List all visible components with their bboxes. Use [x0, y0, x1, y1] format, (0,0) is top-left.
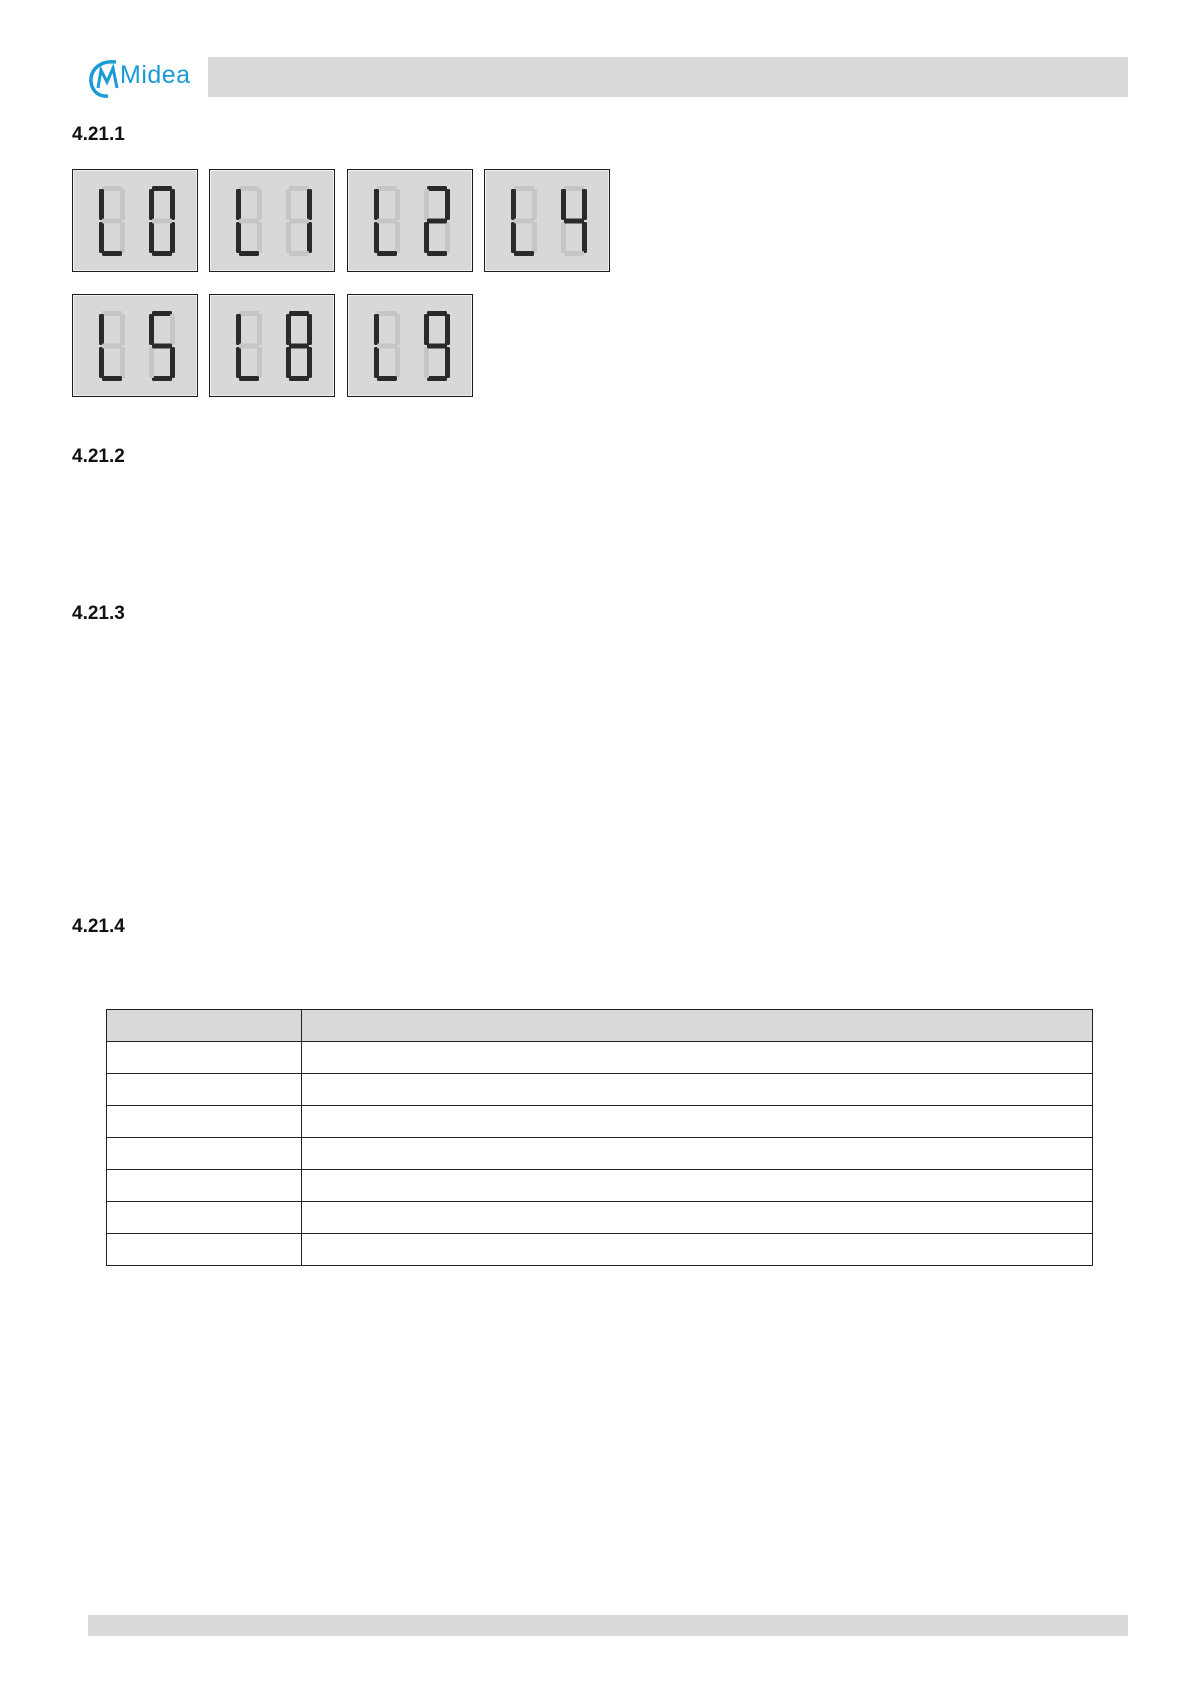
table-row	[107, 1138, 1093, 1170]
table-header-row	[107, 1010, 1093, 1042]
segment-f	[374, 314, 379, 345]
segment-d	[102, 251, 122, 256]
segment-digit	[99, 186, 125, 256]
section-heading-4-21-2: 4.21.2	[72, 446, 125, 467]
table-cell	[302, 1138, 1093, 1170]
segment-f	[561, 189, 566, 220]
segment-a	[102, 311, 122, 316]
table-cell	[107, 1234, 302, 1266]
lcd-digits	[485, 170, 611, 273]
table-cell	[107, 1202, 302, 1234]
table-row	[107, 1042, 1093, 1074]
segment-e	[149, 347, 154, 378]
segment-d	[152, 376, 172, 381]
lcd-digits	[348, 295, 474, 398]
lcd-digits	[210, 295, 336, 398]
table-cell	[302, 1234, 1093, 1266]
segment-digit	[424, 186, 450, 256]
segment-digit	[374, 311, 400, 381]
table-cell	[107, 1074, 302, 1106]
footer-bar	[88, 1615, 1128, 1636]
segment-b	[395, 189, 400, 220]
segment-g	[514, 219, 534, 224]
segment-d	[377, 376, 397, 381]
segment-c	[120, 222, 125, 253]
segment-digit	[99, 311, 125, 381]
segment-digit	[236, 311, 262, 381]
segment-e	[561, 222, 566, 253]
segment-a	[514, 186, 534, 191]
segment-c	[445, 222, 450, 253]
segment-e	[424, 222, 429, 253]
segment-digit	[511, 186, 537, 256]
segment-digit	[286, 311, 312, 381]
segment-digit	[424, 311, 450, 381]
table-cell	[302, 1042, 1093, 1074]
segment-e	[99, 222, 104, 253]
table-cell	[302, 1202, 1093, 1234]
segment-g	[239, 219, 259, 224]
segment-e	[99, 347, 104, 378]
logo-wordmark: Midea	[120, 61, 191, 89]
segment-b	[395, 314, 400, 345]
display-code-l0	[72, 169, 198, 272]
segment-g	[377, 219, 397, 224]
segment-a	[564, 186, 584, 191]
table-cell	[107, 1042, 302, 1074]
segment-c	[445, 347, 450, 378]
segment-d	[377, 251, 397, 256]
header-bar	[208, 57, 1128, 97]
segment-f	[236, 314, 241, 345]
segment-c	[257, 222, 262, 253]
segment-b	[257, 189, 262, 220]
segment-d	[152, 251, 172, 256]
table-cell	[107, 1170, 302, 1202]
segment-f	[99, 189, 104, 220]
table-row	[107, 1074, 1093, 1106]
segment-a	[152, 186, 172, 191]
segment-b	[170, 314, 175, 345]
segment-digit	[149, 311, 175, 381]
segment-d	[427, 251, 447, 256]
table-cell	[302, 1170, 1093, 1202]
segment-f	[286, 314, 291, 345]
segment-g	[102, 219, 122, 224]
segment-f	[99, 314, 104, 345]
segment-f	[424, 314, 429, 345]
segment-d	[289, 251, 309, 256]
table-cell	[107, 1106, 302, 1138]
table-cell	[107, 1138, 302, 1170]
segment-e	[286, 347, 291, 378]
segment-f	[424, 189, 429, 220]
segment-c	[170, 347, 175, 378]
display-code-l9	[347, 294, 473, 397]
segment-g	[289, 219, 309, 224]
segment-e	[374, 222, 379, 253]
segment-g	[427, 219, 447, 224]
segment-b	[307, 189, 312, 220]
segment-c	[170, 222, 175, 253]
segment-d	[564, 251, 584, 256]
section-heading-4-21-1: 4.21.1	[72, 124, 125, 145]
segment-a	[377, 311, 397, 316]
display-code-l1	[209, 169, 335, 272]
segment-a	[102, 186, 122, 191]
segment-b	[582, 189, 587, 220]
table-cell	[302, 1074, 1093, 1106]
segment-g	[377, 344, 397, 349]
segment-g	[239, 344, 259, 349]
segment-e	[511, 222, 516, 253]
segment-c	[307, 222, 312, 253]
table-row	[107, 1202, 1093, 1234]
segment-a	[239, 186, 259, 191]
segment-g	[152, 344, 172, 349]
segment-b	[120, 189, 125, 220]
lcd-digits	[210, 170, 336, 273]
segment-c	[395, 347, 400, 378]
segment-a	[152, 311, 172, 316]
segment-b	[307, 314, 312, 345]
segment-b	[120, 314, 125, 345]
segment-d	[102, 376, 122, 381]
display-code-l4	[484, 169, 610, 272]
segment-a	[239, 311, 259, 316]
segment-digit	[374, 186, 400, 256]
display-code-l8	[209, 294, 335, 397]
segment-f	[374, 189, 379, 220]
table-row	[107, 1170, 1093, 1202]
segment-d	[239, 376, 259, 381]
segment-c	[257, 347, 262, 378]
segment-g	[289, 344, 309, 349]
segment-e	[236, 347, 241, 378]
segment-a	[427, 311, 447, 316]
segment-g	[564, 219, 584, 224]
segment-digit	[286, 186, 312, 256]
segment-b	[257, 314, 262, 345]
segment-a	[289, 311, 309, 316]
segment-c	[395, 222, 400, 253]
section-heading-4-21-3: 4.21.3	[72, 603, 125, 624]
segment-d	[427, 376, 447, 381]
midea-logo	[86, 54, 196, 102]
table-row	[107, 1234, 1093, 1266]
segment-c	[532, 222, 537, 253]
segment-f	[286, 189, 291, 220]
segment-g	[152, 219, 172, 224]
segment-b	[532, 189, 537, 220]
segment-g	[102, 344, 122, 349]
segment-a	[427, 186, 447, 191]
display-code-l2	[347, 169, 473, 272]
segment-f	[236, 189, 241, 220]
segment-c	[582, 222, 587, 253]
table-cell	[302, 1106, 1093, 1138]
segment-g	[427, 344, 447, 349]
segment-f	[149, 189, 154, 220]
section-heading-4-21-4: 4.21.4	[72, 916, 125, 937]
segment-e	[149, 222, 154, 253]
segment-d	[239, 251, 259, 256]
segment-b	[170, 189, 175, 220]
lcd-digits	[348, 170, 474, 273]
segment-d	[514, 251, 534, 256]
table-header-cell	[107, 1010, 302, 1042]
segment-digit	[561, 186, 587, 256]
display-code-l5	[72, 294, 198, 397]
segment-c	[120, 347, 125, 378]
segment-d	[289, 376, 309, 381]
segment-a	[377, 186, 397, 191]
segment-digit	[149, 186, 175, 256]
segment-digit	[236, 186, 262, 256]
table-row	[107, 1106, 1093, 1138]
table-header-cell	[302, 1010, 1093, 1042]
segment-e	[286, 222, 291, 253]
segment-e	[236, 222, 241, 253]
segment-e	[424, 347, 429, 378]
segment-f	[149, 314, 154, 345]
segment-c	[307, 347, 312, 378]
lcd-digits	[73, 170, 199, 273]
segment-b	[445, 189, 450, 220]
segment-e	[374, 347, 379, 378]
segment-b	[445, 314, 450, 345]
error-code-table	[106, 1009, 1093, 1266]
segment-f	[511, 189, 516, 220]
lcd-digits	[73, 295, 199, 398]
segment-a	[289, 186, 309, 191]
